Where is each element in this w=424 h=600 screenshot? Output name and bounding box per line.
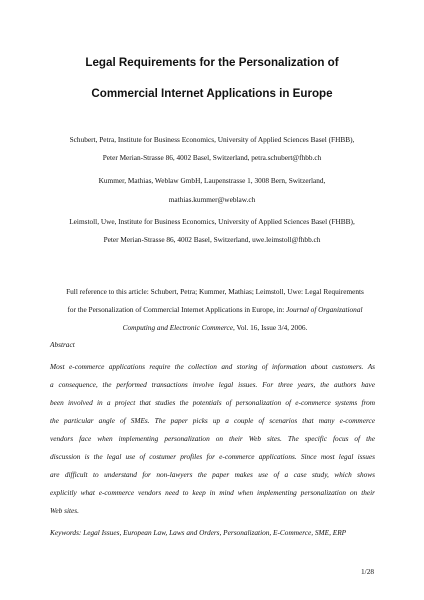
author-line-1: Schubert, Petra, Institute for Business Economics, University of Applied Sciences Basel (FHBB), [69,135,355,144]
author-line-4: mathias.kummer@weblaw.ch [168,195,256,204]
journal-name-part-2: Computing and Electronic Commerce [122,323,233,332]
keywords: Keywords: Legal Issues, European Law, Laws and Orders, Personalization, E-Commerce, SME, ERP [50,528,347,537]
reference-line-1: Full reference to this article: Schubert, Petra; Kummer, Mathias; Leimstoll, Uwe: Legal Requirements [66,287,364,296]
author-line-2: Peter Merian-Strasse 86, 4002 Basel, Switzerland, petra.schubert@fhbb.ch [102,153,322,162]
abstract-line: a consequence, the performed transactions involve legal issues. For three years, the authors have [50,380,375,389]
abstract-line: vendors face when implementing personalization on their Web sites. The specific focus of the [50,434,375,443]
abstract-line: Web sites. [50,506,79,515]
author-line-5: Leimstoll, Uwe, Institute for Business Economics, University of Applied Sciences Basel (FHBB), [69,217,355,226]
reference-line-2 [50,305,380,314]
abstract-line: Most e-commerce applications require the collection and storing of information about customers. As [50,362,375,371]
author-line-3: Kummer, Mathias, Weblaw GmbH, Laupenstrasse 1, 3008 Bern, Switzerland, [98,176,326,185]
journal-name-part-1: Journal of Organizational [286,305,363,314]
page-number: 1/28 [361,567,374,576]
abstract-heading: Abstract [50,340,75,349]
abstract-line: the particular angle of SMEs. The paper picks up a couple of scenarios that many e-commerce [50,416,375,425]
paper-title-line-1: Legal Requirements for the Personalization of [85,56,339,69]
reference-line-2-text: for the Personalization of Commercial Internet Applications in Europe, in: [67,305,287,314]
reference-line-3-text: , Vol. 16, Issue 3/4, 2006. [232,323,308,332]
abstract-line: are difficult to understand for non-lawyers the paper makes use of a case study, which shows [50,470,375,479]
author-line-6: Peter Merian-Strasse 86, 4002 Basel, Switzerland, uwe.leimstoll@fhbb.ch [103,235,321,244]
abstract-line: been involved in a project that studies the potentials of personalization of e-commerce systems from [50,398,375,407]
abstract-line: explicitly what e-commerce vendors need to keep in mind when implementing personalization on their [50,488,375,497]
paper-title-line-2: Commercial Internet Applications in Europe [91,87,333,100]
reference-line-3 [50,323,380,332]
abstract-line: discussion is the legal use of costumer profiles for e-commerce applications. Since most legal issues [50,452,375,461]
